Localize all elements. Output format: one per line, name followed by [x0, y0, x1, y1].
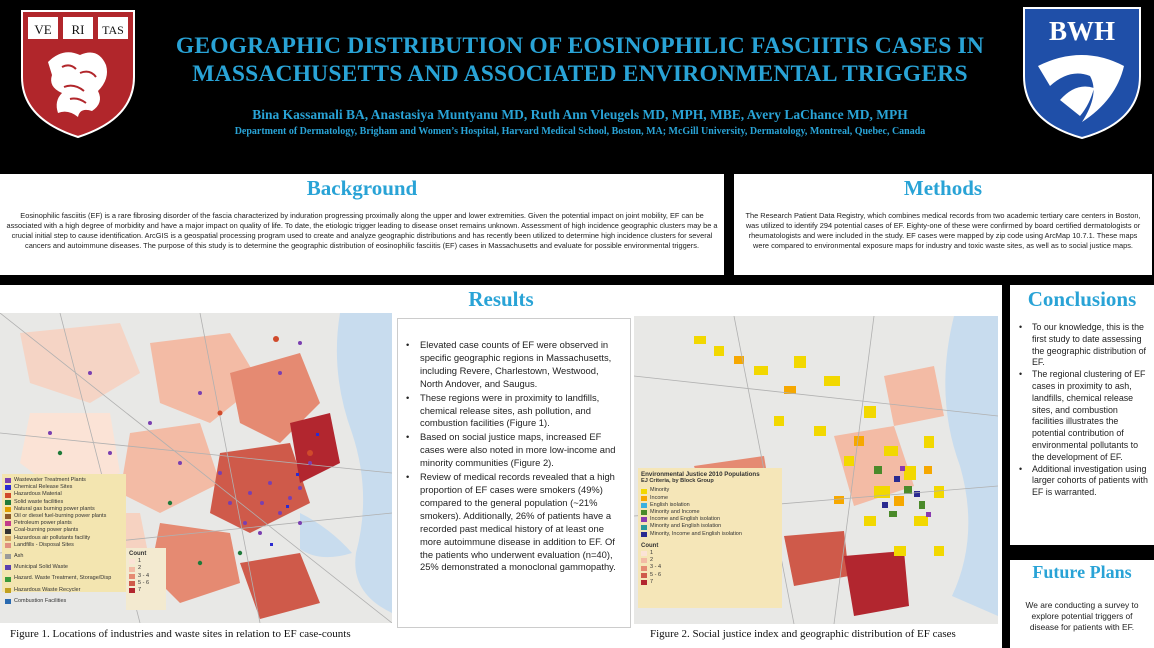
fig2-legend-label: Income	[650, 494, 669, 501]
fig1-legend-item	[5, 477, 123, 484]
fig1-count-swatch	[129, 574, 135, 579]
fig1-legend-item	[5, 491, 123, 498]
future-plans-title: Future Plans	[1032, 562, 1132, 582]
background-title: Background	[306, 176, 418, 200]
fig2-count-item	[641, 572, 779, 579]
conclusions-title: Conclusions	[1027, 287, 1137, 311]
fig1-legend-label: Hazardous Waste Recycler	[14, 586, 81, 593]
fig1-count-swatch	[129, 567, 135, 572]
fig2-legend-swatch	[641, 532, 647, 537]
fig1-legend-item	[5, 535, 123, 542]
figure1-legend	[2, 474, 126, 604]
fig1-legend-swatch	[5, 521, 11, 526]
fig1-legend-label: Chemical Release Sites	[14, 484, 73, 491]
fig1-legend-label: Oil or diesel fuel-burning power plants	[14, 513, 107, 520]
fig1-count-item	[129, 587, 163, 594]
fig1-legend-item	[5, 598, 123, 605]
fig2-legend-item	[641, 495, 779, 502]
fig1-legend-label: Petroleum power plants	[14, 520, 72, 527]
shield-letters-2: RI	[71, 22, 85, 37]
fig1-legend-item	[5, 542, 123, 549]
fig2-count-label: 2	[650, 557, 654, 564]
conclusions-bullet: • Additional investigation using larger cohorts of patients with EF is warranted.	[1016, 464, 1150, 499]
harvard-shield-icon	[18, 7, 138, 139]
fig2-count-item	[641, 550, 779, 557]
fig1-legend-label: Coal-burning power plants	[14, 527, 79, 534]
fig2-legend-label: English isolation	[650, 501, 690, 508]
fig2-count-swatch	[641, 573, 647, 578]
fig1-count-item	[129, 573, 163, 580]
fig1-count-swatch	[129, 581, 135, 586]
fig2-legend-item	[641, 487, 779, 494]
fig1-legend-swatch	[5, 507, 11, 512]
methods-panel	[734, 174, 1152, 275]
conclusions-list	[1016, 322, 1150, 499]
fig2-legend-item	[641, 523, 779, 530]
future-plans-text: We are conducting a survey to explore potential triggers of disease for patients with EF.	[1025, 600, 1139, 632]
fig1-legend-swatch	[5, 554, 11, 559]
bwh-shield-icon	[1020, 4, 1144, 140]
fig2-count-swatch	[641, 551, 647, 556]
fig2-count-label: 7	[650, 578, 654, 585]
fig1-legend-label: Natural gas burning power plants	[14, 505, 95, 512]
title-line-2: MASSACHUSETTS AND ASSOCIATED ENVIRONMENTAL TRIGGERS	[192, 61, 968, 87]
fig1-count-label: 2	[138, 565, 142, 572]
affiliation: Department of Dermatology, Brigham and Women’s Hospital, Harvard Medical School, Boston, MA; McGill University, Dermatology, Montreal, Quebec, Canada	[234, 126, 926, 137]
fig2-count-swatch	[641, 580, 647, 585]
fig1-legend-item	[5, 575, 123, 582]
fig1-count-label: 3 - 4	[138, 572, 150, 579]
fig2-legend-item	[641, 502, 779, 509]
fig1-legend-item	[5, 564, 123, 571]
results-text-box	[397, 318, 631, 628]
shield-letters-1: VE	[34, 22, 52, 37]
fig2-legend-swatch	[641, 503, 647, 508]
fig1-count-swatch	[129, 559, 135, 564]
background-text: Eosinophilic fasciitis (EF) is a rare fibrosing disorder of the fascia characterized by induration progressing proximally along the upper and lower extremities. Given the potential impact on joint mobility, EF can be associated with a high degree of morbidity and have a major impact on quality of life. To date, the etiologic trigger leading to disease onset remains unknown. Assessment of high incidence geographic clusters may be a crucial initial step to cause identification. ArcGIS is a geospatial processing program used to create and analyze geographic distributions and has recently been utilized to determine high incidence clusters for several cancers and autoimmune diseases. The purpose of this study is to determine the geographic distribution of eosinophilic fasciitis (EF) cases in Massachusetts and evaluate for possible environmental triggers.	[6, 211, 718, 250]
fig1-legend-item	[5, 553, 123, 560]
methods-text: The Research Patient Data Registry, which combines medical records from two academic tertiary care centers in Boston, was utilized to identify 294 potential cases of EF. Eighty-one of these were confirmed by board certified dermatologists or rheumatologists and were included in the study. EF cases were mapped by zip code using ArcMap 10.7.1. These maps were compared to environmental exposure maps for industry and toxic waste sites, as well as to social justice maps.	[745, 211, 1141, 250]
fig1-legend-swatch	[5, 500, 11, 505]
conclusions-bullet: • To our knowledge, this is the first study to date assessing the geographic distribution of EF.	[1016, 322, 1150, 369]
fig2-legend-title: Environmental Justice 2010 Populations	[641, 471, 760, 478]
fig1-legend-swatch	[5, 577, 11, 582]
fig2-count-swatch	[641, 558, 647, 563]
fig2-legend-label: Income and English isolation	[650, 516, 721, 523]
fig1-legend-swatch	[5, 493, 11, 498]
fig2-legend-label: Minority and Income	[650, 509, 700, 516]
fig1-legend-label: Hazardous Material	[14, 491, 62, 498]
fig1-legend-item	[5, 587, 123, 594]
figure1-caption: Figure 1. Locations of industries and waste sites in relation to EF case-counts	[10, 628, 351, 640]
fig1-legend-swatch	[5, 543, 11, 548]
fig1-legend-item	[5, 499, 123, 506]
fig1-legend-label: Hazardous air pollutants facility	[14, 534, 91, 541]
fig1-legend-swatch	[5, 478, 11, 483]
fig1-count-item	[129, 565, 163, 572]
bwh-logo-text: BWH	[1048, 16, 1116, 46]
results-title: Results	[468, 287, 534, 311]
fig1-legend-label: Hazard. Waste Treatment, Storage/Disp	[14, 575, 112, 582]
figure2-legend	[638, 468, 782, 608]
fig1-count-item	[129, 558, 163, 565]
fig1-legend-swatch	[5, 536, 11, 541]
fig1-legend-label: Solid waste facilities	[14, 498, 64, 505]
fig1-legend-item	[5, 513, 123, 520]
results-bullet: • Based on social justice maps, increased EF cases were also noted in more low-income and minority communities (Figure 2).	[402, 431, 624, 470]
fig2-count-item	[641, 579, 779, 586]
fig2-legend-swatch	[641, 510, 647, 515]
methods-title: Methods	[903, 176, 983, 200]
fig1-legend-swatch	[5, 599, 11, 604]
fig2-legend-item	[641, 516, 779, 523]
fig2-legend-label: Minority, Income and English isolation	[650, 530, 742, 537]
fig2-legend-item	[641, 531, 779, 538]
fig1-legend-item	[5, 506, 123, 513]
poster-header	[0, 0, 1154, 168]
fig1-legend-label: Wastewater Treatment Plants	[14, 477, 86, 483]
fig2-legend-item	[641, 509, 779, 516]
results-bullet: • These regions were in proximity to landfills, chemical release sites, ash pollution, and combustion facilities (Figure 1).	[402, 392, 624, 431]
fig1-count-swatch	[129, 588, 135, 593]
fig1-legend-item	[5, 527, 123, 534]
fig2-legend-swatch	[641, 489, 647, 494]
fig2-legend-label: Minority	[650, 487, 670, 494]
fig1-count-label: 1	[138, 558, 142, 565]
fig2-count-label: 3 - 4	[650, 564, 662, 571]
fig2-count-swatch	[641, 566, 647, 571]
poster-title	[150, 32, 1010, 88]
future-plans-panel	[1010, 560, 1154, 648]
title-line-1: GEOGRAPHIC DISTRIBUTION OF EOSINOPHILIC FASCIITIS CASES IN	[175, 33, 985, 59]
fig1-legend-item	[5, 484, 123, 491]
fig2-legend-swatch	[641, 517, 647, 522]
fig1-legend-label: Ash	[14, 553, 24, 560]
fig2-legend-swatch	[641, 496, 647, 501]
fig2-count-label: 1	[650, 550, 654, 557]
fig1-count-label: 5 - 6	[138, 579, 150, 586]
fig2-count-item	[641, 557, 779, 564]
figure1-count-legend	[126, 548, 166, 610]
authors: Bina Kassamali BA, Anastasiya Muntyanu MD, Ruth Ann Vleugels MD, MPH, MBE, Avery LaChance MD, MPH	[252, 107, 908, 122]
fig1-count-item	[129, 580, 163, 587]
shield-letters-3: TAS	[102, 23, 124, 37]
conclusions-bullet: • The regional clustering of EF cases in proximity to ash, landfills, chemical release sites, and combustion facilities illustrates the potential contribution of environmental pollutants to the development of EF.	[1016, 369, 1150, 463]
fig1-legend-swatch	[5, 514, 11, 519]
results-list	[402, 339, 624, 574]
fig2-count-label: 5 - 6	[650, 571, 662, 578]
background-panel	[0, 174, 724, 275]
fig1-count-title: Count	[129, 551, 147, 557]
fig1-legend-label: Combustion Facilities	[14, 597, 67, 604]
conclusions-panel	[1010, 285, 1154, 545]
fig1-legend-item	[5, 520, 123, 527]
fig1-legend-swatch	[5, 565, 11, 570]
results-bullet: • Elevated case counts of EF were observed in specific geographic regions in Massachusetts, including Revere, Charlestown, Westwood, North Andover, and Saugus.	[402, 339, 624, 391]
fig2-count-title: Count	[641, 542, 659, 549]
figure2-caption: Figure 2. Social justice index and geographic distribution of EF cases	[650, 628, 956, 640]
fig1-legend-label: Landfills - Disposal Sites	[14, 541, 74, 548]
fig1-legend-swatch	[5, 529, 11, 534]
results-bullet: • Review of medical records revealed that a high proportion of EF cases were smokers (49%) compared to the general population (~21% smokers). Additionally, 26% of patients have a recorded past medical history of at least one more autoimmune disease in addition to EF. Of the patients who underwent evaluation (n=40), 25% demonstrated a monoclonal gammopathy.	[402, 471, 624, 574]
fig1-legend-swatch	[5, 485, 11, 490]
fig2-count-item	[641, 564, 779, 571]
fig1-count-label: 7	[138, 587, 142, 594]
fig1-legend-swatch	[5, 588, 11, 593]
fig2-legend-label: Minority and English isolation	[650, 523, 722, 530]
fig2-legend-subtitle: EJ Criteria, by Block Group	[641, 478, 714, 485]
fig2-legend-swatch	[641, 525, 647, 530]
fig1-legend-label: Municipal Solid Waste	[14, 564, 68, 571]
